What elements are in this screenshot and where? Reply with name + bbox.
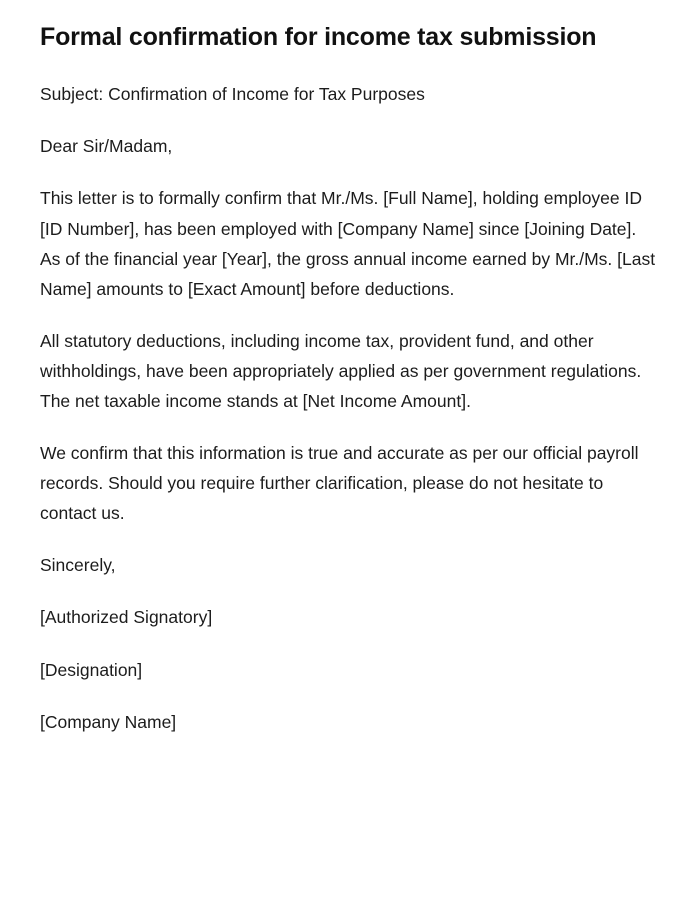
paragraph-signatory: [Authorized Signatory] xyxy=(40,607,213,628)
paragraph-accuracy-statement: We confirm that this information is true and accurate as per our official payroll records. Should you require further clarification, please do not hesitate to contact us. xyxy=(40,443,639,524)
paragraph-salutation: Dear Sir/Madam, xyxy=(40,136,173,157)
paragraph-closing: Sincerely, xyxy=(40,555,116,576)
paragraph-deductions: All statutory deductions, including income tax, provident fund, and other withholdings, have been appropriately applied as per government regulations. The net taxable income stands at [Net Income Amount]. xyxy=(40,330,642,411)
paragraph-employment-confirmation: This letter is to formally confirm that Mr./Ms. [Full Name], holding employee ID [ID Number], has been employed with [Company Name] since [Joining Date]. As of the financial year [Year], the gross annual income earned by Mr./Ms. [Last Name] amounts to [Exact Amount] before deductions. xyxy=(40,188,656,299)
paragraph-company-name: [Company Name] xyxy=(40,711,177,732)
paragraph-subject: Subject: Confirmation of Income for Tax Purposes xyxy=(40,84,425,105)
paragraph-designation: [Designation] xyxy=(40,659,143,680)
page-title: Formal confirmation for income tax submission xyxy=(40,23,597,51)
